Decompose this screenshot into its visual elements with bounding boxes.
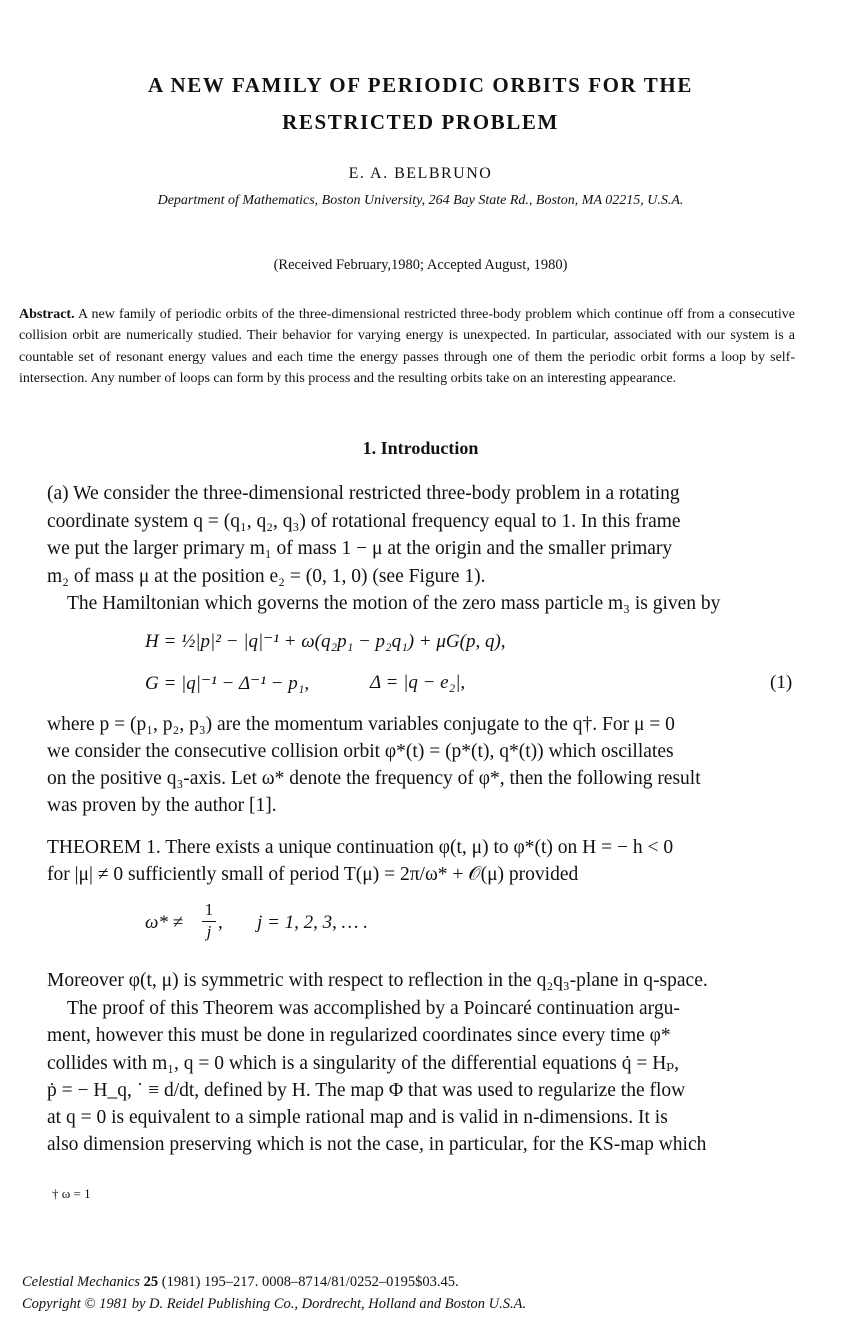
where-para-line-2: we consider the consecutive collision orbit φ*(t) = (p*(t), q*(t)) which oscillates xyxy=(47,741,674,762)
condition-comma: , xyxy=(218,912,223,933)
proof-para-line-4: ṗ = − H_q, ˙ ≡ d/dt, defined by H. The map Φ that was used to regularize the flow xyxy=(47,1080,686,1101)
condition-lhs: ω* ≠ xyxy=(145,912,184,933)
author-affiliation: Department of Mathematics, Boston University, 264 Bay State Rd., Boston, MA 02215, U.S.A. xyxy=(157,193,684,208)
equation-delta: Δ = |q − e₂|, xyxy=(370,672,466,693)
section-heading-introduction: 1. Introduction xyxy=(362,438,479,458)
proof-para-line-6: also dimension preserving which is not the case, in particular, for the KS-map which xyxy=(47,1134,707,1155)
proof-para-line-2: ment, however this must be done in regularized coordinates since every time φ* xyxy=(47,1025,671,1046)
where-para-line-3: on the positive q₃-axis. Let ω* denote the frequency of φ*, then the following result xyxy=(47,768,701,789)
author-name: E. A. BELBRUNO xyxy=(348,165,493,182)
journal-name: Celestial Mechanics xyxy=(22,1274,140,1290)
abstract-label: Abstract. xyxy=(19,307,75,322)
received-dates: (Received February,1980; Accepted August, 1980) xyxy=(273,257,568,273)
moreover-sentence: Moreover φ(t, μ) is symmetric with respect to reflection in the q₂q₃-plane in q-space. xyxy=(47,970,708,991)
equation-g: G = |q|⁻¹ − Δ⁻¹ − p₁, xyxy=(145,673,310,694)
fraction-denominator: j xyxy=(206,922,212,941)
where-para-line-1: where p = (p₁, p₂, p₃) are the momentum variables conjugate to the q†. For μ = 0 xyxy=(47,714,675,735)
hamiltonian-sentence: The Hamiltonian which governs the motion of the zero mass particle m₃ is given by xyxy=(67,593,721,614)
abstract xyxy=(19,304,795,389)
equation-hamiltonian: H = ½|p|² − |q|⁻¹ + ω(q₂p₁ − p₂q₁) + μG(p, q), xyxy=(145,631,506,652)
journal-volume: 25 xyxy=(143,1274,159,1290)
condition-fraction xyxy=(202,900,216,942)
footnote: † ω = 1 xyxy=(52,1186,91,1201)
paper-title-line-1: A NEW FAMILY OF PERIODIC ORBITS FOR THE xyxy=(148,73,693,97)
where-para-line-4: was proven by the author [1]. xyxy=(47,795,277,816)
proof-para-line-3: collides with m₁, q = 0 which is a singularity of the differential equations q̇ = Hₚ, xyxy=(47,1053,679,1074)
theorem-line-1: THEOREM 1. There exists a unique continuation φ(t, μ) to φ*(t) on H = − h < 0 xyxy=(47,837,674,858)
fraction-numerator: 1 xyxy=(204,900,214,919)
abstract-text: A new family of periodic orbits of the three-dimensional restricted three-body problem which continue off from a consecutive collision orbit are numerically studied. Their behavior for varying energy is unexpected. In particular, associated with our system is a countable set of resonant energy values and each time the energy passes through one of them the periodic orbit forms a loop by self-intersection. Any number of loops can form by this process and the resulting orbits take on an interesting appearance. xyxy=(19,307,795,386)
intro-para-line-1: (a) We consider the three-dimensional restricted three-body problem in a rotating xyxy=(47,483,680,504)
equation-number: (1) xyxy=(770,672,793,693)
proof-para-line-5: at q = 0 is equivalent to a simple rational map and is valid in n-dimensions. It is xyxy=(47,1107,668,1128)
proof-para-line-1: The proof of this Theorem was accomplished by a Poincaré continuation argu- xyxy=(67,998,680,1019)
theorem-line-2: for |μ| ≠ 0 sufficiently small of period T(μ) = 2π/ω* + 𝒪(μ) provided xyxy=(47,864,579,885)
condition-rhs: j = 1, 2, 3, … . xyxy=(257,912,368,933)
intro-para-line-4: m₂ of mass μ at the position e₂ = (0, 1, 0) (see Figure 1). xyxy=(47,566,486,587)
intro-para-line-2: coordinate system q = (q₁, q₂, q₃) of rotational frequency equal to 1. In this frame xyxy=(47,511,681,532)
paper-title-line-2: RESTRICTED PROBLEM xyxy=(282,110,559,134)
footer-citation xyxy=(22,1272,459,1293)
intro-para-line-3: we put the larger primary m₁ of mass 1 − μ at the origin and the smaller primary xyxy=(47,538,673,559)
citation-details: (1981) 195–217. 0008–8714/81/0252–0195$03.45. xyxy=(161,1274,459,1290)
footer-copyright: Copyright © 1981 by D. Reidel Publishing Co., Dordrecht, Holland and Boston U.S.A. xyxy=(22,1296,527,1312)
